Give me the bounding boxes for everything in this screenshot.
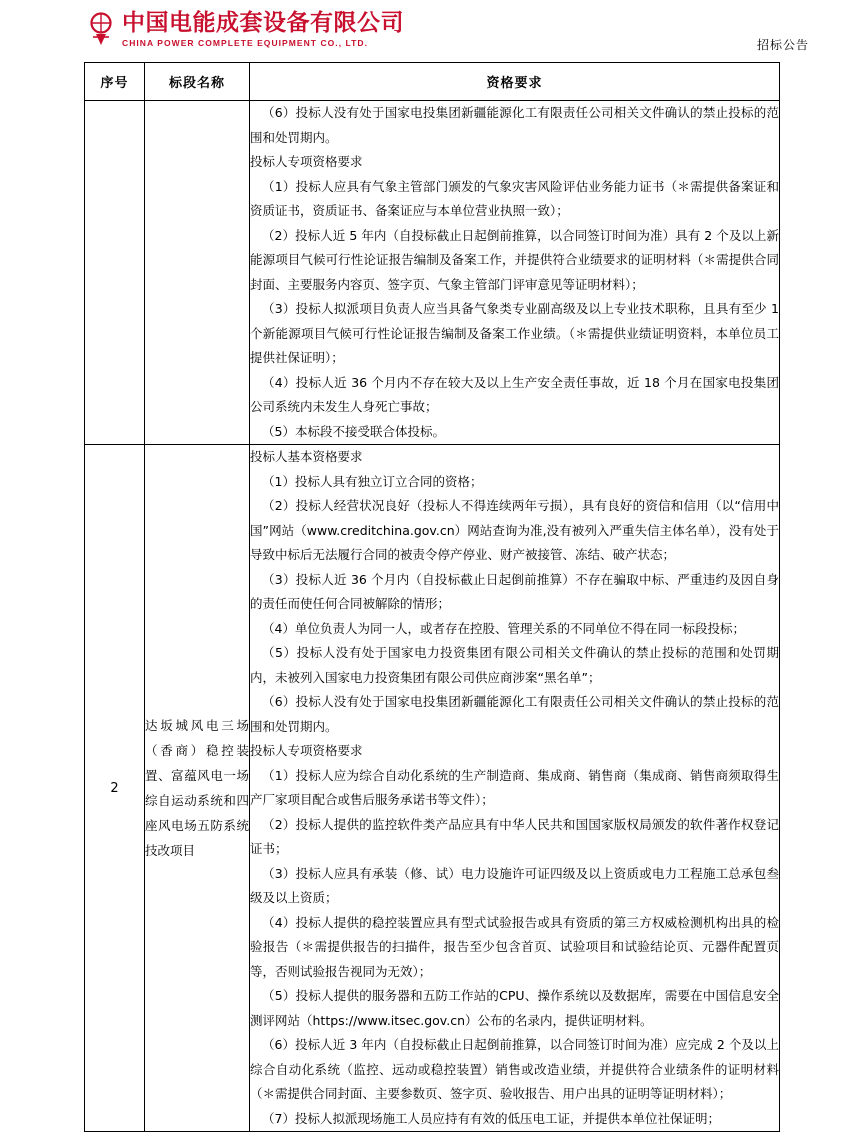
column-header-section-name: 标段名称	[145, 63, 250, 101]
requirement-paragraph: （6）投标人没有处于国家电投集团新疆能源化工有限责任公司相关文件确认的禁止投标的范围和处罚期内。	[250, 105, 779, 145]
requirement-paragraph: （1）投标人应为综合自动化系统的生产制造商、集成商、销售商（集成商、销售商须取得生产厂家项目配合或售后服务承诺书等文件）；	[250, 767, 779, 807]
row-requirements	[250, 101, 780, 445]
row-no	[85, 101, 145, 445]
requirement-paragraph: （6）投标人近 3 年内（自投标截止日起倒前推算，以合同签订时间为准）应完成 2 个及以上综合自动化系统（监控、远动或稳控装置）销售或改造业绩，并提供符合业绩条件的证明材料（＊需提供合同封面、主要参数页、签字页、验收报告、用户出具的证明等证明材料）；	[250, 1037, 779, 1101]
qualification-table	[84, 62, 780, 1132]
requirement-paragraph: （2）投标人经营状况良好（投标人不得连续两年亏损），具有良好的资信和信用（以“信用中国”网站（www.creditchina.gov.cn）网站查询为准,没有被列入严重失信主体名单），没有处于导致中标后无法履行合同的被责令停产停业、财产被接管、冻结、破产状态；	[250, 498, 779, 562]
requirement-paragraph: （4）投标人近 36 个月内不存在较大及以上生产安全责任事故，近 18 个月在国家电投集团公司系统内未发生人身死亡事故；	[250, 374, 779, 414]
column-header-requirements: 资格要求	[250, 63, 780, 101]
requirement-paragraph: （2）投标人近 5 年内（自投标截止日起倒前推算，以合同签订时间为准）具有 2 个及以上新能源项目气候可行性论证报告编制及备案工作，并提供符合业绩要求的证明材料（＊需提供合同封面、主要服务内容页、签字页、气象主管部门评审意见等证明材料）；	[250, 227, 779, 292]
requirement-paragraph: （5）投标人没有处于国家电力投资集团有限公司相关文件确认的禁止投标的范围和处罚期内，未被列入国家电力投资集团有限公司供应商涉案“黑名单”；	[250, 645, 779, 685]
row-no: 2	[85, 445, 145, 1132]
requirement-paragraph: （1）投标人具有独立订立合同的资格；	[262, 473, 483, 489]
qualification-table-wrapper	[0, 62, 863, 1132]
document-header	[0, 0, 863, 62]
table-row	[85, 101, 780, 445]
column-header-no: 序号	[85, 63, 145, 101]
requirement-subheading: 投标人专项资格要求	[250, 743, 363, 758]
requirement-paragraph: （5）投标人提供的服务器和五防工作站的CPU、操作系统以及数据库，需要在中国信息安全测评网站（https://www.itsec.gov.cn）公布的名录内，提供证明材料。	[250, 988, 779, 1028]
requirement-subheading: 投标人专项资格要求	[250, 154, 363, 169]
requirement-paragraph: （6）投标人没有处于国家电投集团新疆能源化工有限责任公司相关文件确认的禁止投标的范围和处罚期内。	[250, 694, 779, 734]
requirement-paragraph: （5）本标段不接受联合体投标。	[262, 423, 445, 439]
document-type-label: 招标公告	[756, 38, 809, 52]
requirement-paragraph: （3）投标人拟派项目负责人应当具备气象类专业副高级及以上专业技术职称，且具有至少 1 个新能源项目气候可行性论证报告编制及备案工作业绩。（＊需提供业绩证明资料，本单位员工提供社保证明）；	[250, 301, 779, 365]
row-requirements	[250, 445, 780, 1132]
company-name-en: CHINA POWER COMPLETE EQUIPMENT CO., LTD.	[122, 38, 368, 48]
requirement-paragraph: （1）投标人应具有气象主管部门颁发的气象灾害风险评估业务能力证书（＊需提供备案证和资质证书，资质证书、备案证应与本单位营业执照一致）；	[250, 178, 779, 218]
company-name-cn: 中国电能成套设备有限公司	[122, 10, 404, 36]
requirement-subheading: 投标人基本资格要求	[250, 449, 363, 464]
row-section-name	[145, 101, 250, 445]
requirement-paragraph: （7）投标人拟派现场施工人员应持有有效的低压电工证，并提供本单位社保证明；	[262, 1110, 720, 1126]
row-section-name: 达坂城风电三场（香商）稳控装置、富蕴风电一场综自运动系统和四座风电场五防系统技改项目	[145, 445, 250, 1132]
table-row	[85, 445, 780, 1132]
company-logo	[86, 10, 404, 49]
requirement-paragraph: （3）投标人近 36 个月内（自投标截止日起倒前推算）不存在骗取中标、严重违约及因自身的责任而使任何合同被解除的情形；	[250, 571, 779, 611]
requirement-paragraph: （3）投标人应具有承装（修、试）电力设施许可证四级及以上资质或电力工程施工总承包叁级及以上资质；	[250, 865, 779, 905]
power-grid-logo-icon	[86, 12, 116, 46]
requirement-paragraph: （2）投标人提供的监控软件类产品应具有中华人民共和国国家版权局颁发的软件著作权登记证书；	[250, 816, 779, 856]
requirement-paragraph: （4）投标人提供的稳控装置应具有型式试验报告或具有资质的第三方权威检测机构出具的检验报告（＊需提供报告的扫描件，报告至少包含首页、试验项目和试验结论页、元器件配置页等，否则试验报告视同为无效）；	[250, 914, 779, 979]
table-header-row	[85, 63, 780, 101]
requirement-paragraph: （4）单位负责人为同一人，或者存在控股、管理关系的不同单位不得在同一标段投标；	[262, 620, 745, 636]
